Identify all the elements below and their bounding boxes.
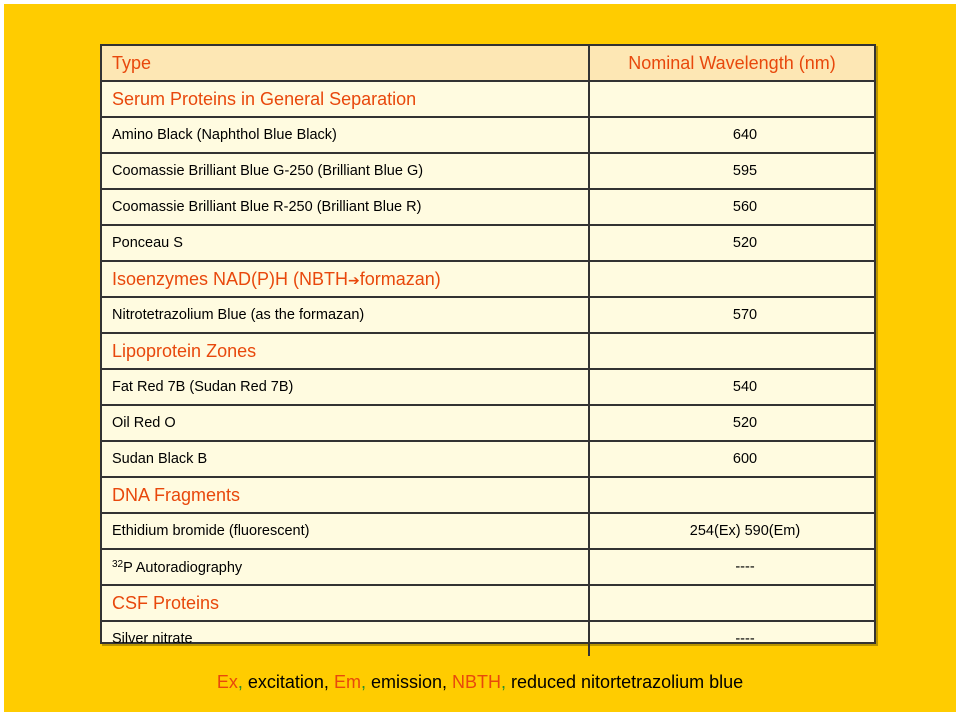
table-row [102, 225, 874, 261]
section-title: Lipoprotein Zones [102, 333, 589, 369]
table-row [102, 297, 874, 333]
wavelength-value: 254(Ex) 590(Em) [589, 513, 874, 549]
wavelength-value: 560 [589, 189, 874, 225]
wavelength-value [589, 81, 874, 117]
table-row [102, 189, 874, 225]
wavelength-value [589, 477, 874, 513]
section-title: CSF Proteins [102, 585, 589, 621]
section-title [102, 261, 589, 297]
wavelength-value: 520 [589, 405, 874, 441]
dye-name: Sudan Black B [102, 441, 589, 477]
footnote-def-nbth: reduced nitortetrazolium blue [506, 672, 744, 692]
dye-name: Silver nitrate [102, 621, 589, 656]
arrow-right-icon: ➔ [348, 272, 360, 289]
table-row [102, 585, 874, 621]
dye-name: Oil Red O [102, 405, 589, 441]
wavelength-value: ---- [735, 631, 755, 647]
isotope-mass-number: 32 [112, 558, 124, 570]
table-row [102, 81, 874, 117]
section-title-prefix: Isoenzymes NAD(P)H (NBTH [112, 268, 349, 289]
slide [4, 4, 956, 712]
footnote-separator: , [237, 672, 243, 692]
table-row [102, 477, 874, 513]
table-row [102, 441, 874, 477]
dye-name: Ethidium bromide (fluorescent) [102, 513, 589, 549]
wavelength-value: ---- [589, 549, 874, 585]
table-row [102, 405, 874, 441]
footnote-abbr-nbth: NBTH [451, 672, 501, 692]
header-type: Type [102, 46, 589, 81]
wavelength-value: 570 [589, 297, 874, 333]
table-row [102, 333, 874, 369]
table-row [102, 549, 874, 585]
table-row [102, 153, 874, 189]
table-row [102, 261, 874, 297]
footnote-def-ex: excitation, [242, 672, 334, 692]
dye-name: Nitrotetrazolium Blue (as the formazan) [102, 297, 589, 333]
footnote-separator: , [500, 672, 506, 692]
wavelength-value: 595 [589, 153, 874, 189]
dye-name-text: P Autoradiography [123, 559, 243, 576]
footnote-abbr-em: Em [333, 672, 361, 692]
wavelength-value: 600 [589, 441, 874, 477]
wavelength-table [102, 46, 874, 656]
footnote-separator: , [360, 672, 366, 692]
table-row [102, 369, 874, 405]
footnote-def-em: emission, [365, 672, 452, 692]
dye-name [102, 549, 589, 585]
dye-name: Coomassie Brilliant Blue R-250 (Brilliant Blue R) [102, 189, 589, 225]
wavelength-value [589, 333, 874, 369]
section-title: DNA Fragments [102, 477, 589, 513]
wavelength-table-frame [100, 44, 876, 647]
wavelength-value [589, 585, 874, 621]
dye-name: Coomassie Brilliant Blue G-250 (Brilliant Blue G) [102, 153, 589, 189]
dye-name: Amino Black (Naphthol Blue Black) [102, 117, 589, 153]
table-header-row [102, 46, 874, 81]
wavelength-value [589, 261, 874, 297]
footnote-abbr-ex: Ex [216, 672, 238, 692]
table-row [102, 117, 874, 153]
section-title-suffix: formazan) [359, 268, 441, 289]
dye-name: Fat Red 7B (Sudan Red 7B) [102, 369, 589, 405]
wavelength-value: 540 [589, 369, 874, 405]
header-wavelength: Nominal Wavelength (nm) [589, 46, 874, 81]
footnote [4, 672, 956, 693]
section-title: Serum Proteins in General Separation [102, 81, 589, 117]
wavelength-value: 640 [589, 117, 874, 153]
dye-name: Ponceau S [102, 225, 589, 261]
table-row [102, 621, 874, 656]
wavelength-value: 520 [589, 225, 874, 261]
table-row [102, 513, 874, 549]
